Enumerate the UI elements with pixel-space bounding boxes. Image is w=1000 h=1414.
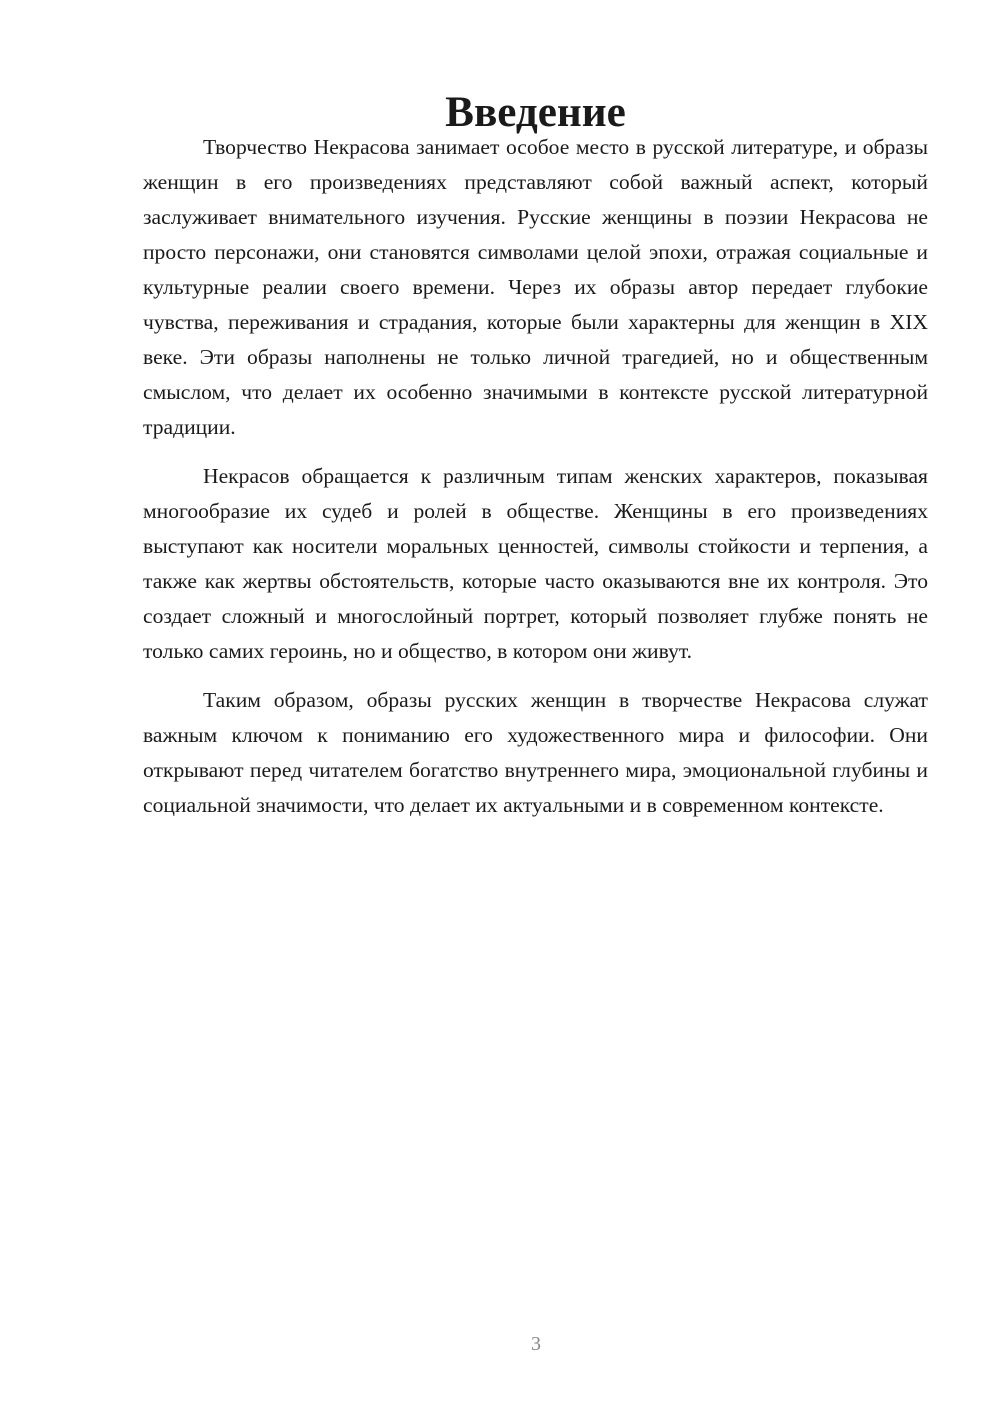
paragraph-3: Таким образом, образы русских женщин в творчестве Некрасова служат важным ключом к пониманию его художественного мира и философии. Они открывают перед читателем богатство внутреннего мира, эмоциональной глубины и социальной значимости, что делает их актуальными и в современном контексте. bbox=[143, 688, 928, 817]
page-content bbox=[143, 89, 928, 837]
paragraph-1: Творчество Некрасова занимает особое место в русской литературе, и образы женщин в его произведениях представляют собой важный аспект, который заслуживает внимательного изучения. Русские женщины в поэзии Некрасова не просто персонажи, они становятся символами целой эпохи, отражая социальные и культурные реалии своего времени. Через их образы автор передает глубокие чувства, переживания и страдания, которые были характерны для женщин в XIX веке. Эти образы наполнены не только личной трагедией, но и общественным смыслом, что делает их особенно значимыми в контексте русской литературной традиции. bbox=[143, 135, 928, 439]
section-heading: Введение bbox=[445, 89, 626, 136]
paragraph-2: Некрасов обращается к различным типам женских характеров, показывая многообразие их судеб и ролей в обществе. Женщины в его произведениях выступают как носители моральных ценностей, символы стойкости и терпения, а также как жертвы обстоятельств, которые часто оказываются вне их контроля. Это создает сложный и многослойный портрет, который позволяет глубже понять не только самих героинь, но и общество, в котором они живут. bbox=[143, 464, 928, 663]
page-number: 3 bbox=[531, 1333, 541, 1355]
